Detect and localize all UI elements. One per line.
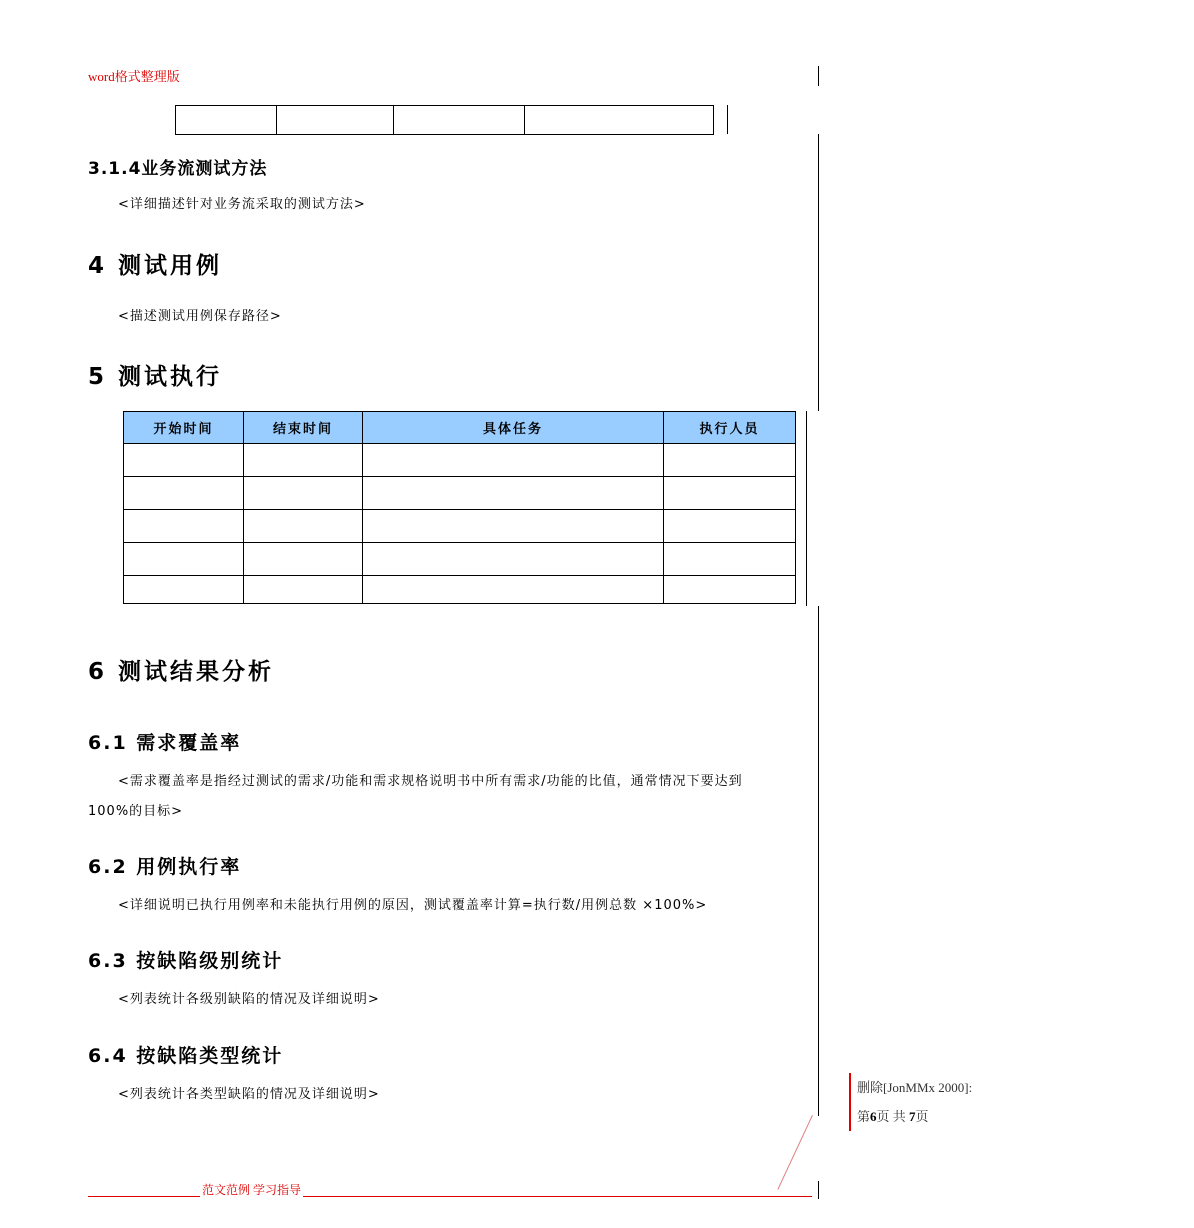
table-cell[interactable] bbox=[363, 510, 664, 543]
column-header-end-time: 结束时间 bbox=[244, 412, 363, 444]
table-cell[interactable] bbox=[124, 444, 244, 477]
table-cell[interactable] bbox=[664, 543, 796, 576]
comment-page-info: 第6页 共 7页 bbox=[857, 1109, 929, 1124]
section-4-desc: <描述测试用例保存路径> bbox=[118, 309, 282, 324]
table-cell[interactable] bbox=[124, 576, 244, 604]
table-cell bbox=[394, 106, 525, 135]
margin-bar bbox=[818, 606, 819, 1116]
revision-comment[interactable] bbox=[849, 1073, 972, 1131]
table-cell bbox=[176, 106, 277, 135]
margin-bar bbox=[818, 1181, 819, 1199]
table-cell[interactable] bbox=[244, 510, 363, 543]
table-cell[interactable] bbox=[244, 477, 363, 510]
margin-bar bbox=[806, 411, 807, 606]
table-cell[interactable] bbox=[244, 444, 363, 477]
section-6-1-desc-line1: <需求覆盖率是指经过测试的需求/功能和需求规格说明书中所有需求/功能的比值，通常情况下要达到 bbox=[118, 774, 743, 789]
section-6-1-desc-line2: 100%的目标> bbox=[88, 804, 184, 819]
table-row bbox=[124, 543, 796, 576]
table-row bbox=[176, 106, 714, 135]
heading-6-1: 6.1 需求覆盖率 bbox=[88, 732, 242, 754]
heading-6-4: 6.4 按缺陷类型统计 bbox=[88, 1045, 284, 1067]
section-6-4-desc: <列表统计各类型缺陷的情况及详细说明> bbox=[118, 1087, 380, 1102]
execution-table bbox=[123, 411, 796, 604]
table-cell[interactable] bbox=[363, 444, 664, 477]
table-cell[interactable] bbox=[664, 510, 796, 543]
column-header-start-time: 开始时间 bbox=[124, 412, 244, 444]
comment-author: 删除[JonMMx 2000]: bbox=[857, 1080, 973, 1095]
table-cell[interactable] bbox=[363, 477, 664, 510]
footer-rule bbox=[88, 1196, 812, 1197]
table-row bbox=[124, 576, 796, 604]
heading-6-3: 6.3 按缺陷级别统计 bbox=[88, 950, 284, 972]
table-row bbox=[124, 510, 796, 543]
column-header-executor: 执行人员 bbox=[664, 412, 796, 444]
table-cell[interactable] bbox=[363, 543, 664, 576]
table-cell[interactable] bbox=[363, 576, 664, 604]
footer-text: 范文范例 学习指导 bbox=[202, 1183, 302, 1197]
heading-6-2: 6.2 用例执行率 bbox=[88, 856, 242, 878]
margin-bar bbox=[727, 105, 728, 134]
section-6-2-desc: <详细说明已执行用例率和未能执行用例的原因，测试覆盖率计算=执行数/用例总数 ×100%> bbox=[118, 898, 708, 913]
table-cell[interactable] bbox=[124, 510, 244, 543]
heading-5: 5 测试执行 bbox=[88, 364, 223, 390]
table-cell[interactable] bbox=[124, 477, 244, 510]
continued-table bbox=[175, 105, 714, 135]
column-header-task: 具体任务 bbox=[363, 412, 664, 444]
table-row bbox=[124, 444, 796, 477]
section-3-1-4-desc: <详细描述针对业务流采取的测试方法> bbox=[118, 197, 366, 212]
table-row bbox=[124, 477, 796, 510]
header-watermark: word格式整理版 bbox=[88, 69, 180, 84]
table-cell[interactable] bbox=[244, 576, 363, 604]
table-cell[interactable] bbox=[124, 543, 244, 576]
table-header-row bbox=[124, 412, 796, 444]
margin-bar bbox=[818, 66, 819, 86]
margin-bar bbox=[818, 134, 819, 411]
heading-4: 4 测试用例 bbox=[88, 253, 223, 279]
section-6-3-desc: <列表统计各级别缺陷的情况及详细说明> bbox=[118, 992, 380, 1007]
heading-6: 6 测试结果分析 bbox=[88, 659, 275, 685]
comment-connector bbox=[777, 1115, 813, 1190]
table-cell bbox=[525, 106, 714, 135]
table-cell bbox=[277, 106, 394, 135]
table-cell[interactable] bbox=[244, 543, 363, 576]
table-cell[interactable] bbox=[664, 477, 796, 510]
table-cell[interactable] bbox=[664, 576, 796, 604]
heading-3-1-4: 3.1.4业务流测试方法 bbox=[88, 159, 268, 179]
table-cell[interactable] bbox=[664, 444, 796, 477]
